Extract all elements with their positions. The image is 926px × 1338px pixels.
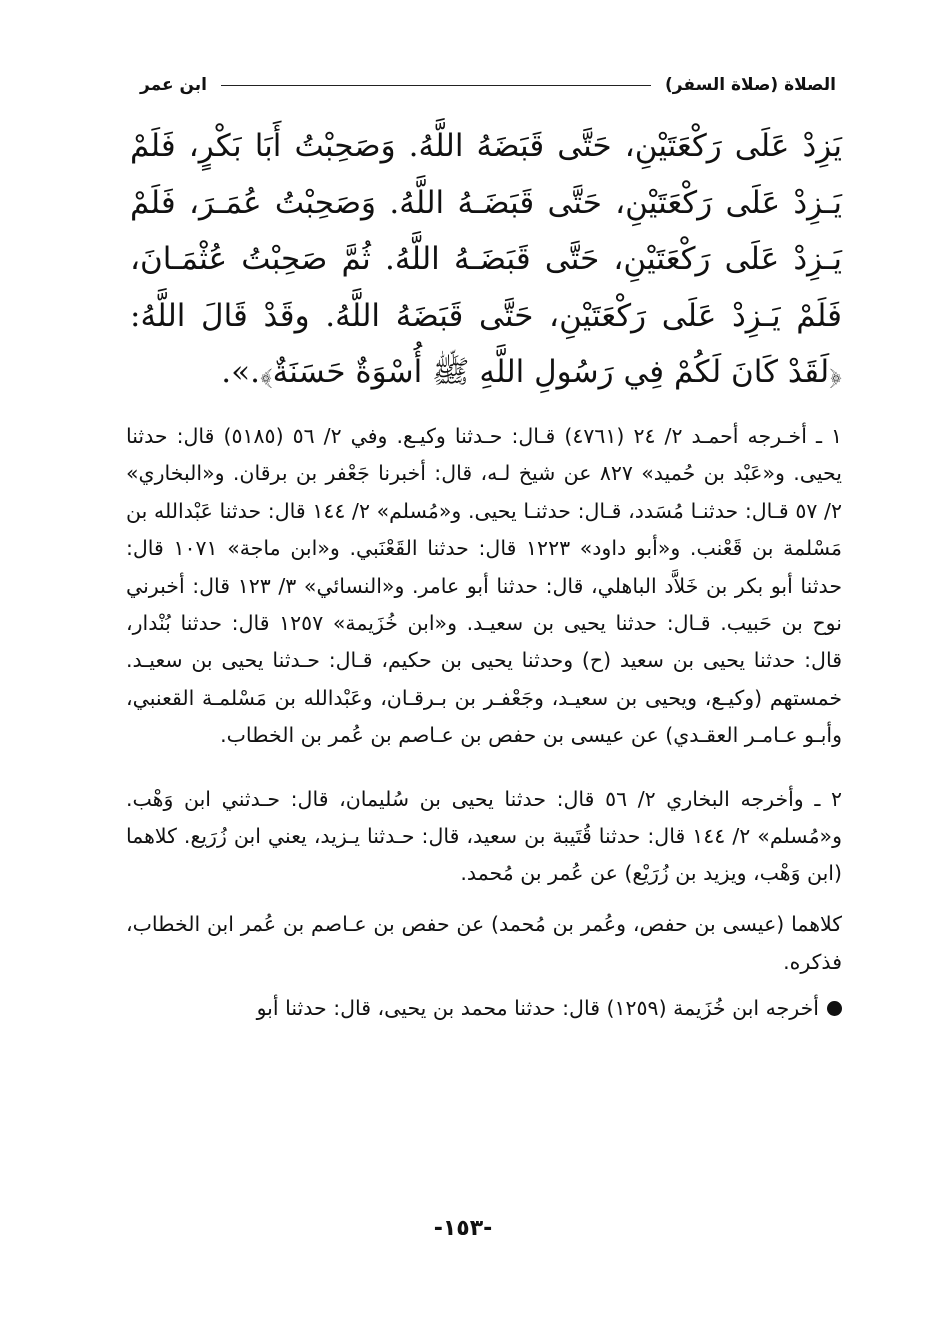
footnotes [126,418,842,1027]
footnote-2: ٢ ـ وأخرجه البخاري ٢/ ٥٦ قال: حدثنا يحيى بن سُليمان، قال: حـدثني ابن وَهْب. و«مُسلم» ٢/ ١٤٤ قال: حدثنا قُتَيبة بن سعيد، قال: حـدثنا يـزيد، يعني ابن زُرَيع. كلاهما (ابن وَهْب، ويزيد بن زُرَيْع) عن عُمر بن مُحمد. [126,786,842,886]
header-chapter-title: الصلاة (صلاة السفر) [665,75,836,95]
footnote-bullet-item [126,989,842,1027]
footnote-bullet-text: أخرجه ابن خُزَيمة (١٢٥٩) قال: حدثنا محمد بن يحيى، قال: حدثنا أبو [256,995,819,1020]
bullet-icon [827,1001,842,1016]
footnote-summary: كلاهما (عيسى بن حفص، وعُمر بن مُحمد) عن حفص بن عـاصم بن عُمر ابن الخطاب، فذكره. [126,911,842,974]
page-number: -١٥٣- [433,1216,493,1241]
header-section-title: ابن عمر [140,75,208,95]
header-rule [221,85,651,86]
hadith-text: يَزِدْ عَلَى رَكْعَتَيْنِ، حَتَّى قَبَضَهُ اللَّهُ. وَصَحِبْتُ أَبَا بَكْرٍ، فَلَمْ يَـزِدْ عَلَى رَكْعَتَيْنِ، حَتَّى قَبَضَـهُ اللَّهُ. وَصَحِبْتُ عُمَـرَ، فَلَمْ يَـزِدْ عَلَى رَكْعَتَيْنِ، حَتَّى قَبَضَـهُ اللَّهُ. ثُمَّ صَحِبْتُ عُثْمَـانَ، فَلَمْ يَـزِدْ عَلَى رَكْعَتَيْنِ، حَتَّى قَبَضَهُ اللَّهُ. وقَدْ قَالَ اللَّهُ: ﴿لَقَدْ كَانَ لَكُمْ فِي رَسُولِ اللَّهِ ﷺ أُسْوَةٌ حَسَنَةٌ﴾.». [130,128,842,390]
footnote-1: ١ ـ أخـرجه أحمـد ٢/ ٢٤ (٤٧٦١) قـال: حـدثنا وكيـع. وفي ٢/ ٥٦ (٥١٨٥) قال: حدثنا يحيى. و«عَبْد بن حُميد» ٨٢٧ عن شيخ لـه، قال: أخبرنا جَعْفر بن برقان. و«البخاري» ٢/ ٥٧ قـال: حدثنـا مُسَدد، قـال: حدثنـا يحيى. و«مُسلم» ٢/ ١٤٤ قال: حدثنا عَبْدالله بن مَسْلمة بن قَعْنب. و«أبو داود» ١٢٢٣ قال: حدثنا القَعْنَبي. و«ابن ماجة» ١٠٧١ قال: حدثنا أبو بكر بن خَلاَّد الباهلي، قال: حدثنا أبو عامر. و«النسائي» ٣/ ١٢٣ قال: أخبرني نوح بن حَبيب. قـال: حدثنا يحيى بن سعيـد. و«ابن خُزَيمة» ١٢٥٧ قال: حدثنا بُنْدار، قال: حدثنا يحيى بن سعيد (ح) وحدثنا يحيى بن حكيم، قـال: حـدثنا يحيى بن سعيـد. خمستهم (وكيـع، ويحيى بن سعيـد، وجَعْفـر بن بـرقـان، وعَبْدالله بن مَسْلمـة القعنبي، وأبـو عـامـر العقـدي) عن عيسى بن حفص بن عـاصم بن عُمر بن الخطاب. [126,424,843,748]
running-header [140,70,836,100]
